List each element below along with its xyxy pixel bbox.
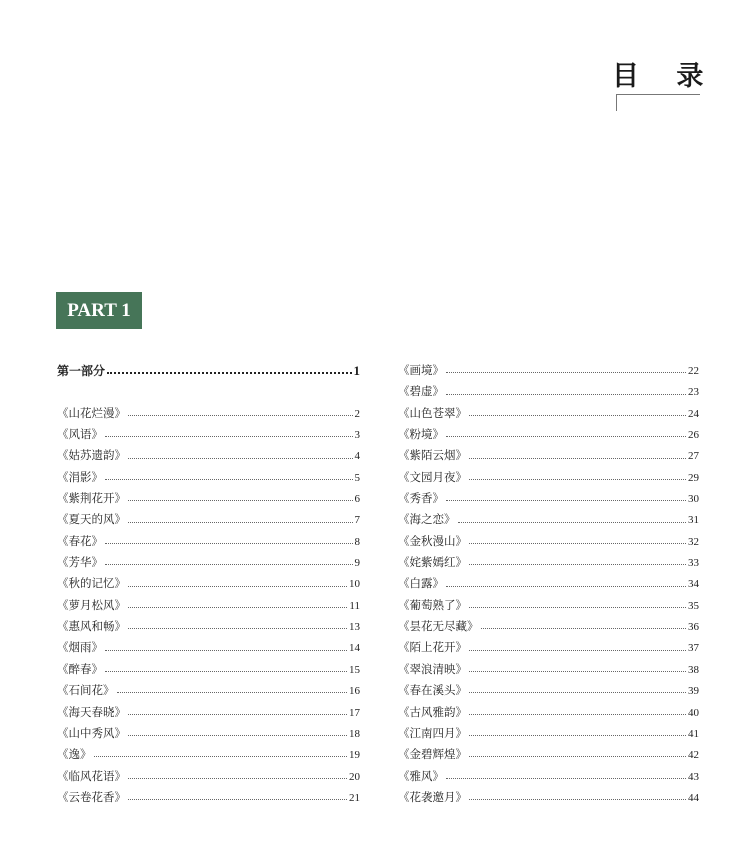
toc-entry-title: 《碧虚》: [398, 384, 444, 399]
toc-left-list: [57, 403, 360, 809]
leader-dots: [128, 458, 353, 459]
leader-dots: [128, 415, 353, 416]
toc-entry-title: 《烟雨》: [57, 640, 103, 655]
toc-entry[interactable]: [57, 787, 360, 808]
toc-entry[interactable]: [398, 573, 699, 594]
leader-dots: [128, 500, 353, 501]
toc-entry[interactable]: [398, 467, 699, 488]
title-underline: [616, 94, 700, 95]
toc-entry-page-number: 7: [354, 514, 360, 527]
leader-dots: [469, 650, 686, 651]
leader-dots: [469, 756, 686, 757]
toc-entry[interactable]: [398, 424, 699, 445]
leader-dots: [128, 522, 353, 523]
leader-dots: [105, 436, 353, 437]
toc-entry-page-number: 40: [688, 706, 699, 719]
toc-entry-title: 《雅风》: [398, 768, 444, 783]
toc-entry-title: 《古风雅韵》: [398, 704, 467, 719]
leader-dots: [446, 778, 686, 779]
toc-entry-title: 《金碧辉煌》: [398, 747, 467, 762]
toc-entry[interactable]: [398, 509, 699, 530]
leader-dots: [105, 671, 347, 672]
toc-entry-title: 《花袭邀月》: [398, 789, 467, 804]
toc-entry[interactable]: [57, 531, 360, 552]
leader-dots: [446, 586, 686, 587]
toc-entry[interactable]: [398, 445, 699, 466]
toc-entry-page-number: 43: [688, 770, 699, 783]
leader-dots: [469, 714, 686, 715]
part-badge: PART 1: [56, 292, 142, 329]
toc-entry[interactable]: [398, 616, 699, 637]
toc-entry-page-number: 26: [688, 429, 699, 442]
toc-entry[interactable]: [398, 531, 699, 552]
toc-entry[interactable]: [57, 552, 360, 573]
leader-dots: [128, 714, 347, 715]
toc-entry[interactable]: [57, 509, 360, 530]
toc-entry-page-number: 17: [349, 706, 360, 719]
toc-entry-page-number: 36: [688, 621, 699, 634]
toc-entry[interactable]: [57, 445, 360, 466]
toc-entry-page-number: 35: [688, 599, 699, 612]
toc-entry-page-number: 23: [688, 386, 699, 399]
leader-dots: [469, 564, 686, 565]
toc-entry[interactable]: [398, 637, 699, 658]
toc-entry[interactable]: [398, 360, 699, 381]
toc-entry-title: 《金秋漫山》: [398, 533, 467, 548]
leader-dots: [128, 607, 347, 608]
toc-entry-title: 《芳华》: [57, 555, 103, 570]
toc-entry-page-number: 21: [349, 791, 360, 804]
toc-entry-page-number: 29: [688, 471, 699, 484]
toc-entry-page-number: 15: [349, 663, 360, 676]
toc-entry-title: 《惠风和畅》: [57, 619, 126, 634]
toc-entry-page-number: 44: [688, 791, 699, 804]
page-title: 目 录: [612, 61, 718, 92]
toc-entry-title: 《秀香》: [398, 491, 444, 506]
toc-entry-page-number: 10: [349, 578, 360, 591]
spacer: [57, 381, 360, 402]
toc-entry[interactable]: [57, 702, 360, 723]
toc-entry-title: 《姑苏遗韵》: [57, 448, 126, 463]
toc-entry-page-number: 4: [354, 450, 360, 463]
toc-entry-title: 《山花烂漫》: [57, 405, 126, 420]
toc-entry[interactable]: [398, 787, 699, 808]
toc-entry-page-number: 20: [349, 770, 360, 783]
toc-entry-title: 《画境》: [398, 363, 444, 377]
toc-entry-title: 《陌上花开》: [398, 640, 467, 655]
toc-entry[interactable]: [398, 766, 699, 787]
toc-entry[interactable]: [57, 766, 360, 787]
toc-entry-page-number: 30: [688, 493, 699, 506]
toc-entry-page-number: 22: [688, 365, 699, 377]
toc-entry[interactable]: [57, 659, 360, 680]
leader-dots: [105, 479, 353, 480]
toc-entry[interactable]: [398, 403, 699, 424]
toc-entry-page-number: 5: [354, 471, 360, 484]
leader-dots: [128, 735, 347, 736]
leader-dots: [469, 799, 686, 800]
toc-entry-title: 《白露》: [398, 576, 444, 591]
toc-entry[interactable]: [57, 744, 360, 765]
section-page-number: 1: [353, 363, 360, 378]
toc-entry-page-number: 16: [349, 685, 360, 698]
toc-entry-title: 《醉春》: [57, 661, 103, 676]
toc-entry-page-number: 3: [354, 429, 360, 442]
leader-dots: [446, 394, 686, 395]
leader-dots: [128, 799, 347, 800]
toc-entry[interactable]: [398, 595, 699, 616]
toc-entry-title: 《萝月松风》: [57, 597, 126, 612]
toc-entry[interactable]: [398, 723, 699, 744]
leader-dots: [469, 671, 686, 672]
toc-entry-title: 《云卷花香》: [57, 789, 126, 804]
toc-entry-page-number: 14: [349, 642, 360, 655]
leader-dots: [128, 628, 347, 629]
toc-entry[interactable]: [398, 659, 699, 680]
toc-entry-title: 《山色苍翠》: [398, 405, 467, 420]
toc-entry-page-number: 32: [688, 535, 699, 548]
toc-entry[interactable]: [57, 424, 360, 445]
section-entry[interactable]: [57, 360, 360, 381]
leader-dots: [469, 543, 686, 544]
toc-entry-title: 《文园月夜》: [398, 469, 467, 484]
leader-dots: [458, 522, 687, 523]
toc-entry-page-number: 39: [688, 685, 699, 698]
toc-entry-title: 《江南四月》: [398, 725, 467, 740]
toc-entry-title: 《粉境》: [398, 427, 444, 442]
leader-dots: [481, 628, 687, 629]
toc-entry-title: 《海之恋》: [398, 512, 456, 527]
toc-entry-title: 《昙花无尽藏》: [398, 619, 479, 634]
leader-dots: [117, 692, 348, 693]
toc-entry[interactable]: [398, 680, 699, 701]
toc-right-column: [398, 360, 699, 808]
toc-entry[interactable]: [57, 595, 360, 616]
section-label: 第一部分: [57, 364, 106, 378]
toc-entry[interactable]: [398, 552, 699, 573]
toc-entry-page-number: 37: [688, 642, 699, 655]
leader-dots: [105, 650, 347, 651]
leader-dots: [105, 543, 353, 544]
toc-entry[interactable]: [57, 616, 360, 637]
toc-entry-title: 《夏天的风》: [57, 512, 126, 527]
leader-dots: [128, 778, 347, 779]
leader-dots: [128, 586, 347, 587]
toc-entry-title: 《涓影》: [57, 469, 103, 484]
toc-entry-title: 《紫陌云烟》: [398, 448, 467, 463]
toc-entry[interactable]: [57, 467, 360, 488]
leader-dots: [469, 479, 686, 480]
toc-entry-page-number: 31: [688, 514, 699, 527]
toc-entry-title: 《紫荆花开》: [57, 491, 126, 506]
leader-dots: [107, 372, 351, 374]
toc-entry-title: 《临风花语》: [57, 768, 126, 783]
leader-dots: [469, 607, 686, 608]
toc-entry-page-number: 6: [354, 493, 360, 506]
leader-dots: [94, 756, 348, 757]
toc-entry-page-number: 9: [354, 557, 360, 570]
toc-entry-page-number: 11: [349, 599, 360, 612]
toc-entry-page-number: 33: [688, 557, 699, 570]
toc-entry[interactable]: [57, 637, 360, 658]
toc-entry-title: 《葡萄熟了》: [398, 597, 467, 612]
leader-dots: [469, 735, 686, 736]
toc-entry-page-number: 2: [354, 407, 360, 420]
leader-dots: [469, 458, 686, 459]
toc-entry-title: 《秋的记忆》: [57, 576, 126, 591]
toc-entry-page-number: 19: [349, 749, 360, 762]
toc-entry-page-number: 18: [349, 727, 360, 740]
toc-entry-title: 《海天春晓》: [57, 704, 126, 719]
leader-dots: [469, 415, 686, 416]
toc-entry-page-number: 42: [688, 749, 699, 762]
toc-entry-title: 《山中秀风》: [57, 725, 126, 740]
leader-dots: [105, 564, 353, 565]
toc-entry-title: 《风语》: [57, 427, 103, 442]
toc-entry-page-number: 13: [349, 621, 360, 634]
toc-entry[interactable]: [57, 723, 360, 744]
title-corner-rule: [616, 94, 617, 111]
toc-entry-title: 《翠浪清映》: [398, 661, 467, 676]
toc-entry-page-number: 24: [688, 407, 699, 420]
leader-dots: [446, 500, 686, 501]
toc-entry[interactable]: [398, 744, 699, 765]
toc-entry[interactable]: [398, 488, 699, 509]
toc-entry[interactable]: [57, 680, 360, 701]
leader-dots: [469, 692, 686, 693]
toc-entry[interactable]: [57, 573, 360, 594]
toc-entry[interactable]: [398, 381, 699, 402]
leader-dots: [446, 436, 686, 437]
toc-right-list: [398, 360, 699, 808]
toc-entry-title: 《春在溪头》: [398, 683, 467, 698]
toc-entry[interactable]: [57, 403, 360, 424]
toc-entry-page-number: 41: [688, 727, 699, 740]
toc-entry[interactable]: [57, 488, 360, 509]
toc-entry-page-number: 27: [688, 450, 699, 463]
toc-entry-title: 《春花》: [57, 533, 103, 548]
toc-entry-title: 《姹紫嫣红》: [398, 555, 467, 570]
toc-entry[interactable]: [398, 702, 699, 723]
toc-entry-page-number: 8: [354, 535, 360, 548]
toc-entry-page-number: 34: [688, 578, 699, 591]
toc-entry-title: 《石间花》: [57, 683, 115, 698]
toc-left-column: [57, 360, 360, 808]
toc-entry-title: 《逸》: [57, 747, 92, 762]
toc-entry-page-number: 38: [688, 663, 699, 676]
leader-dots: [446, 372, 686, 373]
